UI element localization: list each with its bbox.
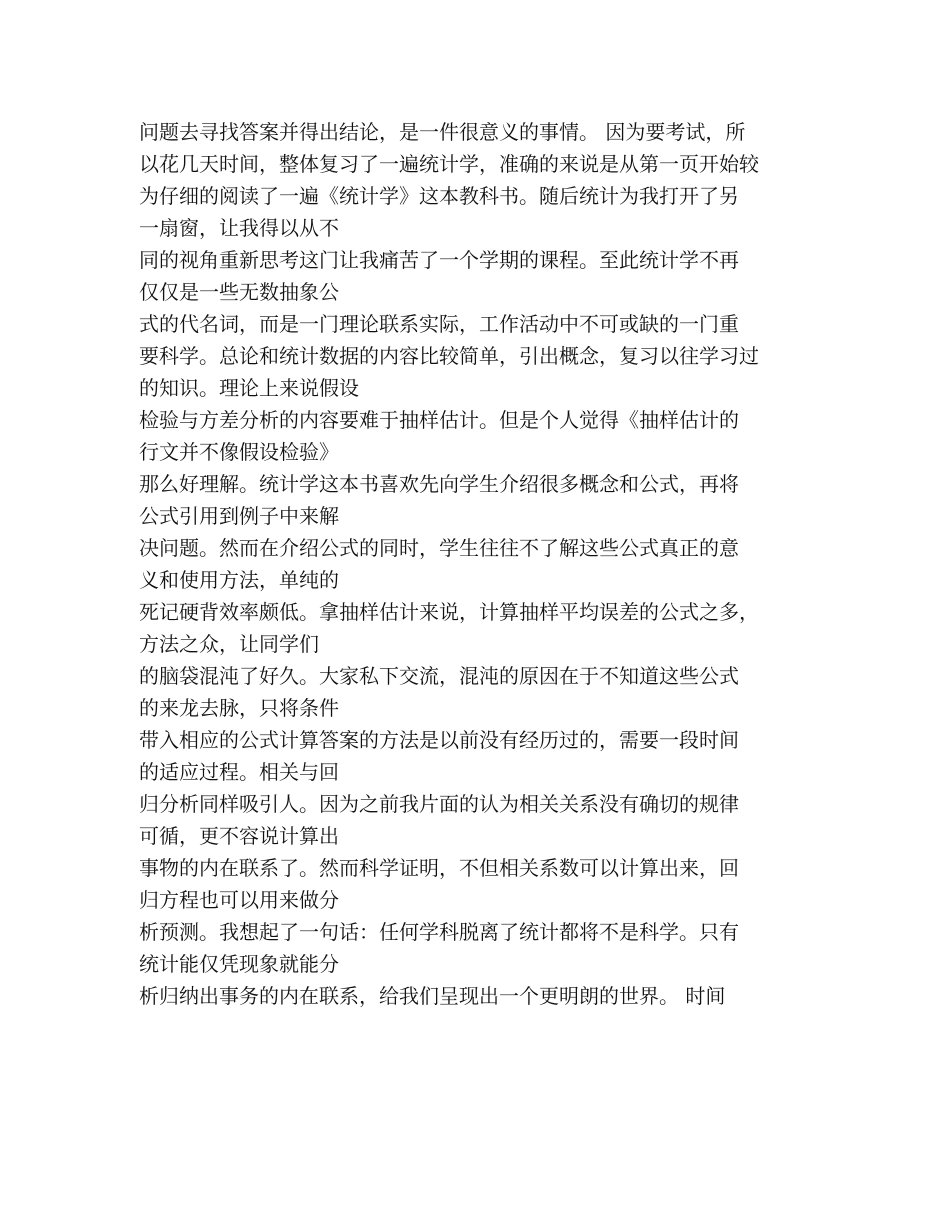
text-line: 归方程也可以用来做分 — [139, 888, 339, 912]
text-line: 以花几天时间，整体复习了一遍统计学，准确的来说是从第一页开始较 — [139, 152, 759, 176]
text-line: 归分析同样吸引人。因为之前我片面的认为相关关系没有确切的规律 — [139, 792, 739, 816]
text-line: 要科学。总论和统计数据的内容比较简单，引出概念，复习以往学习过 — [139, 344, 759, 368]
text-line: 为仔细的阅读了一遍《统计学》这本教科书。随后统计为我打开了另 — [139, 184, 739, 208]
text-line: 行文并不像假设检验》 — [139, 440, 339, 464]
text-line: 公式引用到例子中来解 — [139, 504, 339, 528]
text-line: 事物的内在联系了。然而科学证明，不但相关系数可以计算出来，回 — [139, 856, 739, 880]
text-line: 检验与方差分析的内容要难于抽样估计。但是个人觉得《抽样估计的 — [139, 408, 739, 432]
text-line: 的适应过程。相关与回 — [139, 760, 339, 784]
text-line: 的脑袋混沌了好久。大家私下交流，混沌的原因在于不知道这些公式 — [139, 664, 739, 688]
text-line: 的来龙去脉，只将条件 — [139, 696, 339, 720]
text-line: 义和使用方法，单纯的 — [139, 568, 339, 592]
text-line: 一扇窗，让我得以从不 — [139, 216, 339, 240]
text-line: 统计能仅凭现象就能分 — [139, 952, 339, 976]
text-line: 决问题。然而在介绍公式的同时，学生往往不了解这些公式真正的意 — [139, 536, 739, 560]
text-line: 方法之众，让同学们 — [139, 632, 319, 656]
text-line: 那么好理解。统计学这本书喜欢先向学生介绍很多概念和公式，再将 — [139, 472, 739, 496]
text-line: 同的视角重新思考这门让我痛苦了一个学期的课程。至此统计学不再 — [139, 248, 739, 272]
text-line: 仅仅是一些无数抽象公 — [139, 280, 339, 304]
text-line: 的知识。理论上来说假设 — [139, 376, 359, 400]
document-body — [139, 116, 839, 1012]
text-line: 可循，更不容说计算出 — [139, 824, 339, 848]
text-line: 析预测。我想起了一句话：任何学科脱离了统计都将不是科学。只有 — [139, 920, 739, 944]
text-line: 析归纳出事务的内在联系，给我们呈现出一个更明朗的世界。 时间 — [139, 984, 726, 1008]
text-line: 死记硬背效率颇低。拿抽样估计来说，计算抽样平均误差的公式之多， — [139, 600, 759, 624]
text-line: 问题去寻找答案并得出结论，是一件很意义的事情。 因为要考试，所 — [139, 120, 746, 144]
text-line: 带入相应的公式计算答案的方法是以前没有经历过的，需要一段时间 — [139, 728, 739, 752]
text-line: 式的代名词，而是一门理论联系实际，工作活动中不可或缺的一门重 — [139, 312, 739, 336]
